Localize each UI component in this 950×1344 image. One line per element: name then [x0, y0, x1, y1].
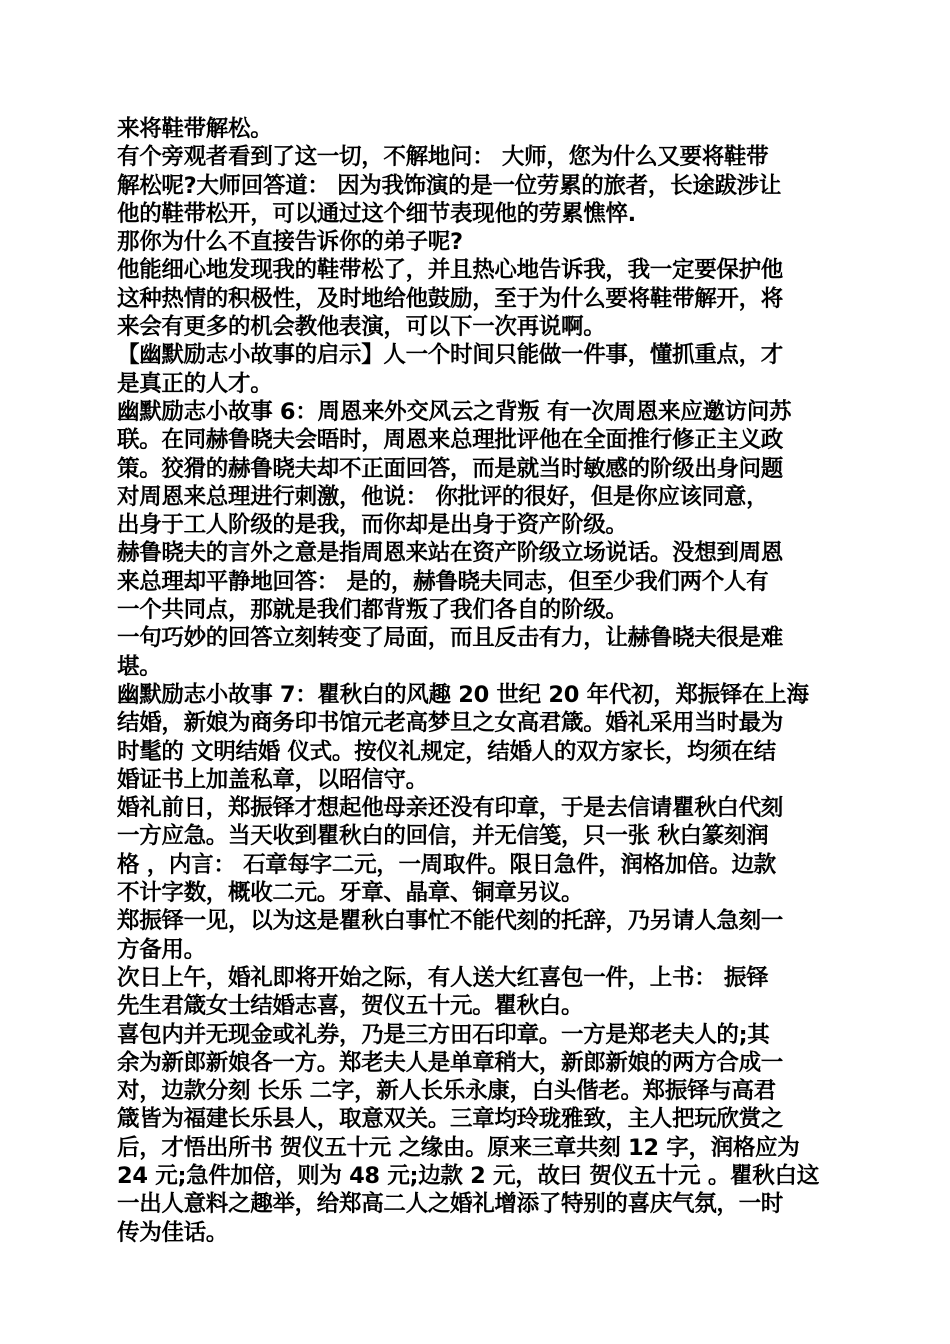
text-line: 赫鲁晓夫的言外之意是指周恩来站在资产阶级立场说话。没想到周恩	[117, 540, 784, 567]
text-line: 是真正的人才。	[117, 370, 273, 397]
text-line: 联。在同赫鲁晓夫会晤时，周恩来总理批评他在全面推行修正主义政	[117, 427, 784, 454]
text-line: 箴皆为福建长乐县人，取意双关。三章均玲珑雅致，主人把玩欣赏之	[117, 1106, 784, 1133]
text-line: 格 ，内言： 石章每字二元，一周取件。限日急件，润格加倍。边款	[117, 851, 776, 878]
text-line: 一句巧妙的回答立刻转变了局面，而且反击有力，让赫鲁晓夫很是难	[117, 625, 784, 652]
text-line: 一方应急。当天收到瞿秋白的回信，并无信笺，只一张 秋白篆刻润	[117, 823, 769, 850]
text-line: 不计字数，概收二元。牙章、晶章、铜章另议。	[117, 880, 584, 907]
text-line: 一出人意料之趣举，给郑高二人之婚礼增添了特别的喜庆气氛，一时	[117, 1191, 784, 1218]
text-line: 婚证书上加盖私章，以昭信守。	[117, 766, 428, 793]
text-line: 先生君箴女士结婚志喜，贺仪五十元。瞿秋白。	[117, 993, 584, 1020]
text-line: 来总理却平静地回答： 是的，赫鲁晓夫同志，但至少我们两个人有	[117, 568, 769, 595]
text-line: 24 元;急件加倍，则为 48 元;边款 2 元，故曰 贺仪五十元 。瞿秋白这	[117, 1162, 819, 1189]
text-line: 郑振铎一见，以为这是瞿秋白事忙不能代刻的托辞，乃另请人急刻一	[117, 908, 784, 935]
text-line: 他能细心地发现我的鞋带松了，并且热心地告诉我，我一定要保护他	[117, 257, 784, 284]
text-line: 有个旁观者看到了这一切，不解地问： 大师，您为什么又要将鞋带	[117, 144, 769, 171]
text-line: 幽默励志小故事 7：瞿秋白的风趣 20 世纪 20 年代初，郑振铎在上海	[117, 681, 809, 708]
text-line: 时髦的 文明结婚 仪式。按仪礼规定，结婚人的双方家长，均须在结	[117, 738, 776, 765]
text-line: 解松呢?大师回答道： 因为我饰演的是一位劳累的旅者，长途跋涉让	[117, 172, 782, 199]
text-line: 后，才悟出所书 贺仪五十元 之缘由。原来三章共刻 12 字，润格应为	[117, 1134, 800, 1161]
text-line: 幽默励志小故事 6：周恩来外交风云之背叛 有一次周恩来应邀访问苏	[117, 398, 792, 425]
text-line: 方备用。	[117, 936, 206, 963]
text-line: 对，边款分刻 长乐 二字，新人长乐永康，白头偕老。郑振铎与高君	[117, 1078, 776, 1105]
text-line: 婚礼前日，郑振铎才想起他母亲还没有印章，于是去信请瞿秋白代刻	[117, 795, 784, 822]
document-body	[117, 115, 835, 1247]
text-line: 来会有更多的机会教他表演，可以下一次再说啊。	[117, 314, 606, 341]
text-line: 喜包内并无现金或礼券，乃是三方田石印章。一方是郑老夫人的;其	[117, 1021, 770, 1048]
text-line: 策。狡猾的赫鲁晓夫却不正面回答，而是就当时敏感的阶级出身问题	[117, 455, 784, 482]
text-line: 余为新郎新娘各一方。郑老夫人是单章稍大，新郎新娘的两方合成一	[117, 1049, 784, 1076]
text-line: 结婚，新娘为商务印书馆元老高梦旦之女高君箴。婚礼采用当时最为	[117, 710, 784, 737]
text-line: 【幽默励志小故事的启示】人一个时间只能做一件事，懂抓重点，才	[117, 342, 784, 369]
text-line: 来将鞋带解松。	[117, 116, 273, 142]
text-line: 对周恩来总理进行刺激，他说： 你批评的很好，但是你应该同意，	[117, 483, 769, 510]
text-line: 传为佳话。	[117, 1219, 229, 1246]
text-line: 这种热情的积极性，及时地给他鼓励，至于为什么要将鞋带解开，将	[117, 285, 784, 312]
text-line: 一个共同点，那就是我们都背叛了我们各自的阶级。	[117, 597, 628, 624]
text-line: 那你为什么不直接告诉你的弟子呢?	[117, 229, 463, 256]
text-line: 堪。	[117, 653, 162, 680]
text-line: 出身于工人阶级的是我，而你却是出身于资产阶级。	[117, 512, 628, 539]
text-line: 他的鞋带松开，可以通过这个细节表现他的劳累憔悴.	[117, 200, 636, 227]
text-line: 次日上午，婚礼即将开始之际，有人送大红喜包一件，上书： 振铎	[117, 964, 769, 991]
